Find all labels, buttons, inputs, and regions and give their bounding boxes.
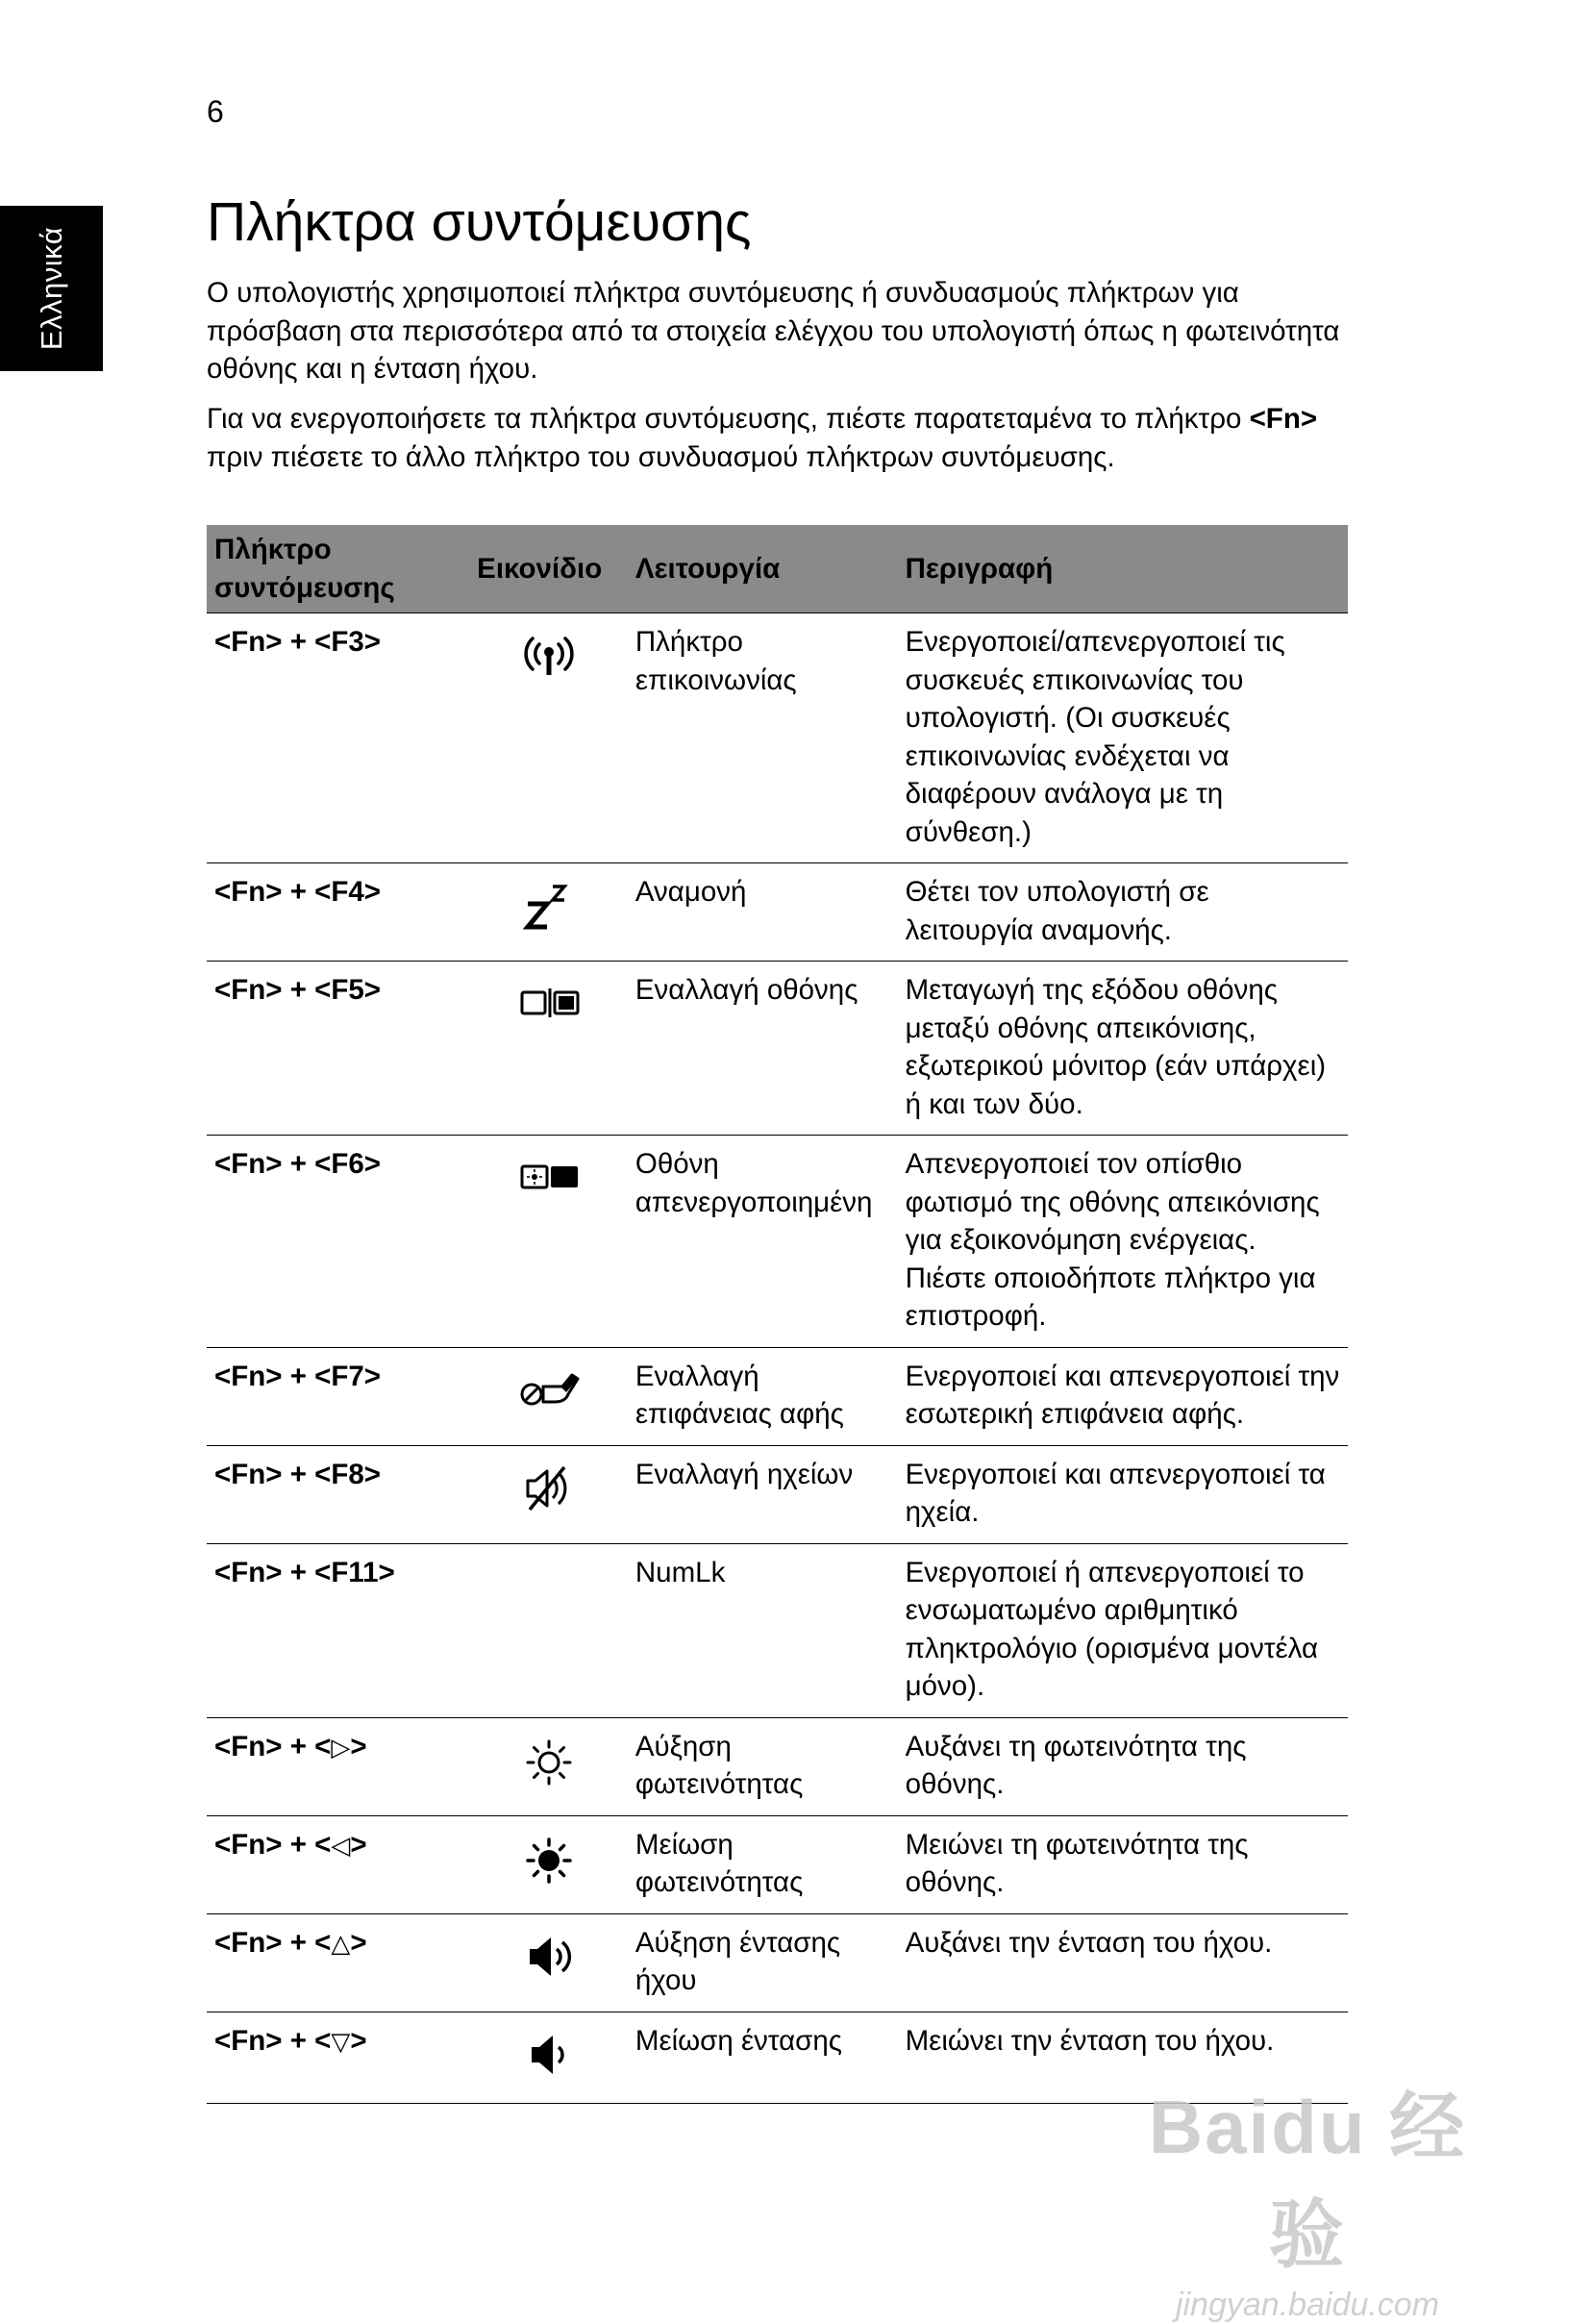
speaker-mute-icon [518,1462,580,1515]
brightness-up-icon [518,1734,580,1787]
shortcut-key: <Fn> + <F7> [207,1347,469,1445]
language-tab-label: Ελληνικά [34,226,68,351]
function-description: Ενεργοποιεί και απενεργοποιεί τα ηχεία. [898,1445,1348,1543]
shortcut-key [207,1913,469,2012]
function-name: Αύξηση έντασης ήχου [628,1913,898,2012]
volume-up-icon [518,1930,580,1984]
function-name: Μείωση έντασης [628,2012,898,2104]
volume-down-icon [518,2028,580,2082]
header-key: Πλήκτρο συντόμευσης [207,525,469,613]
shortcut-key: <Fn> + <F4> [207,863,469,962]
right-arrow-key-icon: ▷ [331,1732,351,1762]
table-row [207,1543,1348,1717]
empty-icon-cell [469,1543,628,1717]
shortcut-key: <Fn> + <F6> [207,1136,469,1348]
instruction-key: <Fn> [1249,403,1318,435]
header-function: Λειτουργία [628,525,898,613]
display-toggle-icon [518,977,580,1031]
instruction-text-before: Για να ενεργοποιήσετε τα πλήκτρα συντόμευσης, πιέστε παρατεταμένα το πλήκτρο [207,403,1250,435]
instruction-text-after: πριν πιέσετε το άλλο πλήκτρο του συνδυασμού πλήκτρων συντόμευσης. [207,440,1115,473]
table-row [207,1815,1348,1913]
function-description: Μειώνει τη φωτεινότητα της οθόνης. [898,1815,1348,1913]
brightness-down-icon [518,1832,580,1886]
language-tab [0,206,103,371]
down-arrow-key-icon: ▽ [331,2026,351,2056]
key-prefix: <Fn> + < [214,1828,332,1861]
touchpad-toggle-icon [518,1363,580,1417]
watermark-url: jingyan.baidu.com [1175,2287,1440,2323]
function-description: Μεταγωγή της εξόδου οθόνης μεταξύ οθόνης απεικόνισης, εξωτερικού μόνιτορ (εάν υπάρχει) ή και των δύο. [898,962,1348,1136]
function-description: Ενεργοποιεί και απενεργοποιεί την εσωτερική επιφάνεια αφής. [898,1347,1348,1445]
function-description: Θέτει τον υπολογιστή σε λειτουργία αναμονής. [898,863,1348,962]
table-row [207,962,1348,1136]
shortcut-key [207,1815,469,1913]
wireless-icon [518,629,580,683]
key-suffix: > [350,1926,367,1959]
function-name: Εναλλαγή επιφάνειας αφής [628,1347,898,1445]
key-suffix: > [350,2024,367,2057]
function-description: Αυξάνει τη φωτεινότητα της οθόνης. [898,1717,1348,1815]
left-arrow-key-icon: ◁ [331,1830,351,1860]
intro-paragraph: Ο υπολογιστής χρησιμοποιεί πλήκτρα συντόμευσης ή συνδυασμούς πλήκτρων για πρόσβαση στα περισσότερα από τα στοιχεία ελέγχου του υπολογιστή όπως η φωτεινότητα οθόνης και η ένταση ήχου. [207,277,1340,385]
key-prefix: <Fn> + < [214,1730,332,1762]
function-name: Μείωση φωτεινότητας [628,1815,898,1913]
function-name: Αναμονή [628,863,898,962]
page-number: 6 [207,94,224,129]
function-name: Αύξηση φωτεινότητας [628,1717,898,1815]
shortcut-key [207,2012,469,2104]
table-row [207,1913,1348,2012]
watermark-brand: Baidu 经验 [1148,2085,1467,2277]
instruction-paragraph [207,400,1360,476]
shortcut-key: <Fn> + <F3> [207,613,469,863]
baidu-watermark [1115,2029,1500,2323]
table-row [207,1717,1348,1815]
table-row [207,613,1348,863]
table-row [207,1136,1348,1348]
table-row [207,1347,1348,1445]
sleep-icon [518,879,580,933]
shortcut-key: <Fn> + <F11> [207,1543,469,1717]
function-description: Μειώνει την ένταση του ήχου. [898,2012,1348,2104]
page-title: Πλήκτρα συντόμευσης [207,191,752,253]
shortcut-key: <Fn> + <F5> [207,962,469,1136]
table-header-row [207,525,1348,613]
function-description: Ενεργοποιεί/απενεργοποιεί τις συσκευές επικοινωνίας του υπολογιστή. (Οι συσκευές επικοινωνίας ενδέχεται να διαφέρουν ανάλογα με τη σύνθεση.) [898,613,1348,863]
shortcuts-table [207,525,1348,2104]
shortcut-key: <Fn> + <F8> [207,1445,469,1543]
function-name: Οθόνη απενεργοποιημένη [628,1136,898,1348]
function-description: Απενεργοποιεί τον οπίσθιο φωτισμό της οθόνης απεικόνισης για εξοικονόμηση ενέργειας. Πιέστε οποιοδήποτε πλήκτρο για επιστροφή. [898,1136,1348,1348]
header-description: Περιγραφή [898,525,1348,613]
function-description: Ενεργοποιεί ή απενεργοποιεί το ενσωματωμένο αριθμητικό πληκτρολόγιο (ορισμένα μοντέλα μόνο). [898,1543,1348,1717]
up-arrow-key-icon: △ [331,1928,351,1958]
function-name: Εναλλαγή ηχείων [628,1445,898,1543]
key-suffix: > [350,1730,367,1762]
function-name: NumLk [628,1543,898,1717]
table-row [207,863,1348,962]
display-off-icon [518,1151,580,1205]
key-prefix: <Fn> + < [214,2024,332,2057]
header-icon: Εικονίδιο [469,525,628,613]
table-row [207,1445,1348,1543]
function-description: Αυξάνει την ένταση του ήχου. [898,1913,1348,2012]
key-prefix: <Fn> + < [214,1926,332,1959]
key-suffix: > [350,1828,367,1861]
function-name: Πλήκτρο επικοινωνίας [628,613,898,863]
shortcut-key [207,1717,469,1815]
function-name: Εναλλαγή οθόνης [628,962,898,1136]
